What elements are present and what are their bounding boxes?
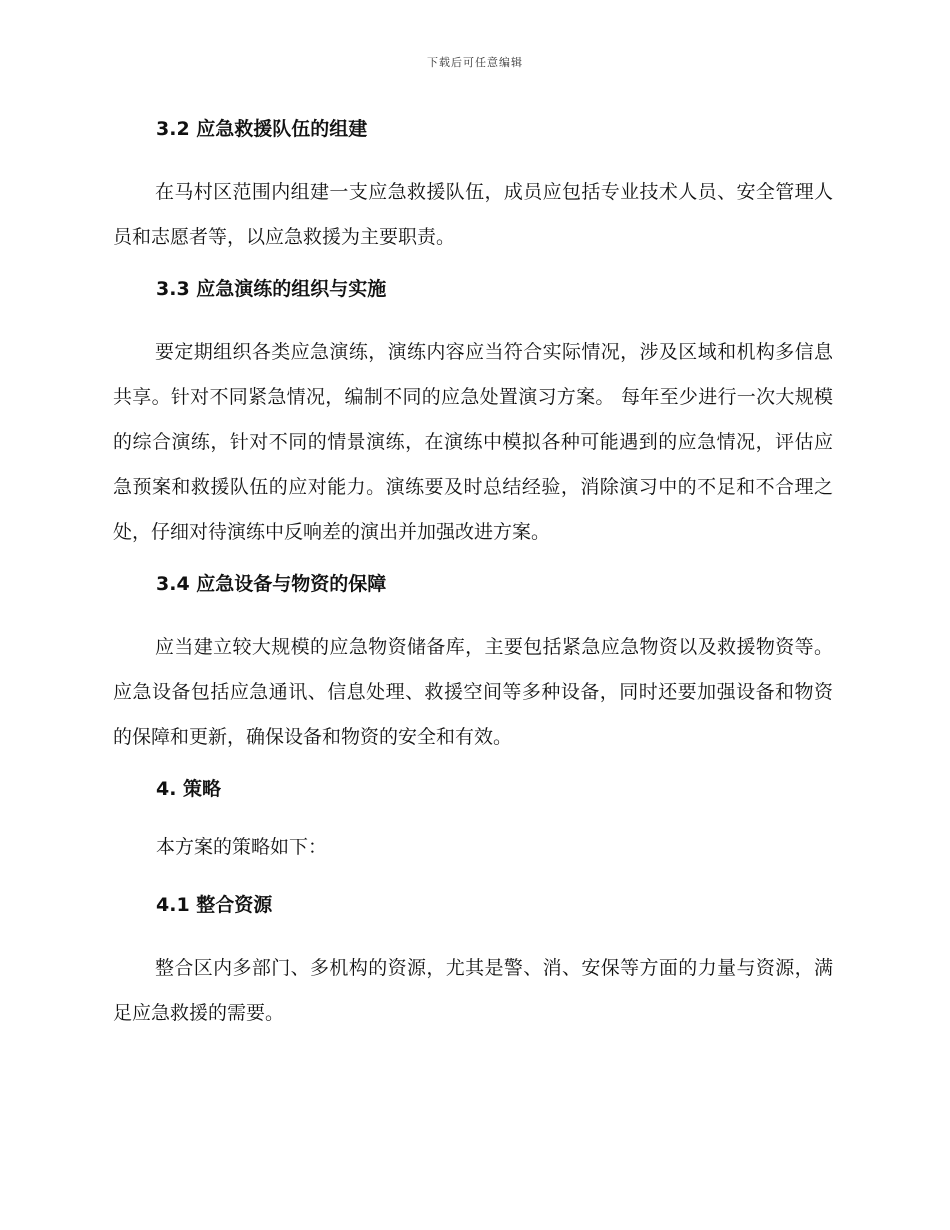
document-body	[113, 112, 833, 1048]
section-paragraph-3-2: 在马村区范围内组建一支应急救援队伍，成员应包括专业技术人员、安全管理人员和志愿者等，以应急救援为主要职责。	[113, 181, 833, 248]
section-heading-4-1: 4.1 整合资源	[156, 894, 273, 916]
page-header: 下载后可任意编辑	[427, 56, 523, 69]
section-heading-4: 4. 策略	[156, 778, 222, 800]
section-paragraph-3-3: 要定期组织各类应急演练，演练内容应当符合实际情况，涉及区域和机构多信息共享。针对不同紧急情况，编制不同的应急处置演习方案。 每年至少进行一次大规模的综合演练，针对不同的情景演练，在演练中模拟各种可能遇到的应急情况，评估应急预案和救援队伍的应对能力。演练要及时总结经验，消除演习中的不足和不合理之处，仔细对待演练中反响差的演出并加强改进方案。	[113, 341, 833, 543]
section-intro-4: 本方案的策略如下：	[156, 836, 328, 858]
section-heading-3-4: 3.4 应急设备与物资的保障	[156, 573, 387, 595]
section-paragraph-4-1: 整合区内多部门、多机构的资源，尤其是警、消、安保等方面的力量与资源，满足应急救援的需要。	[113, 957, 833, 1024]
section-heading-3-2: 3.2 应急救援队伍的组建	[156, 118, 368, 140]
section-paragraph-3-4: 应当建立较大规模的应急物资储备库，主要包括紧急应急物资以及救援物资等。应急设备包括应急通讯、信息处理、救援空间等多种设备，同时还要加强设备和物资的保障和更新，确保设备和物资的安全和有效。	[113, 636, 833, 748]
section-heading-3-3: 3.3 应急演练的组织与实施	[156, 278, 387, 300]
